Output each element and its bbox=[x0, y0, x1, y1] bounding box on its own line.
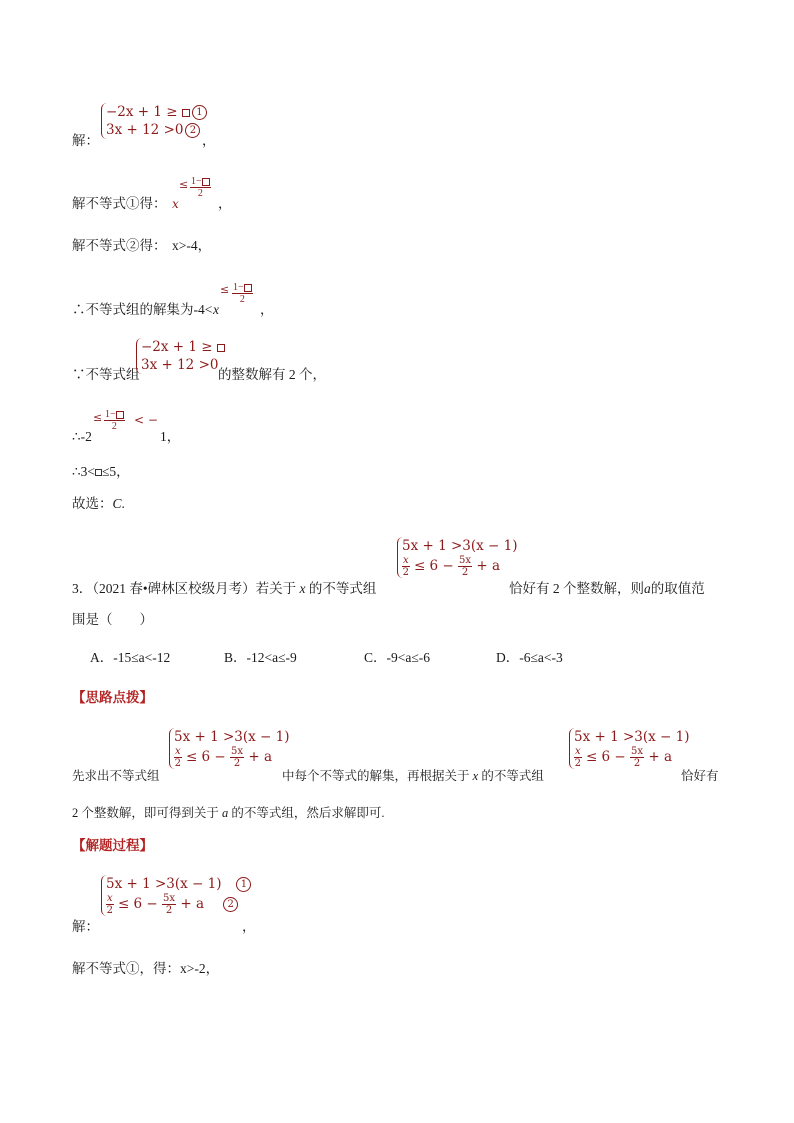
step5-prefix: ∴-2 bbox=[72, 429, 92, 444]
process-step1: 解不等式①，得：x>-2， bbox=[72, 961, 220, 976]
step5-one: 1， bbox=[160, 429, 181, 444]
step1-suffix: ， bbox=[218, 196, 232, 211]
process-comma: ， bbox=[242, 919, 256, 934]
placeholder-box bbox=[182, 109, 190, 117]
hint-text-a: 先求出不等式组 bbox=[72, 769, 160, 783]
hint-system-1: 5x + 1 >3(x − 1) $\frac{x}{2}$ ≤ 6 − $\frac{5x}{2}$ + a bbox=[169, 728, 290, 769]
step1-le-sign: ≤ bbox=[179, 178, 189, 191]
step2-text: 解不等式②得： bbox=[72, 238, 167, 253]
q3-inequality-system: 5x + 1 >3(x − 1) $\frac{x}{2}$ ≤ 6 − $\frac{5x}{2}$ + a bbox=[397, 537, 518, 578]
sys1-row2: 3x + 12 >0 bbox=[106, 122, 184, 138]
comma: ， bbox=[202, 133, 216, 148]
inequality-system-1 bbox=[101, 103, 207, 139]
option-b: B．-12<a≤-9 bbox=[224, 650, 297, 665]
step5-lt-minus: < − bbox=[134, 413, 158, 427]
process-label: 解： bbox=[72, 919, 99, 934]
answer-line: 故选：C. bbox=[72, 496, 125, 511]
q3-stem: 3．（2021 春•碑林区校级月考）若关于 x 的不等式组 bbox=[72, 581, 377, 596]
step3-fraction: $\frac{1-}{2}$ bbox=[232, 282, 253, 305]
q3-stem-tail: 恰好有 2 个整数解，则a的取值范 bbox=[509, 581, 705, 596]
hint-line2: 2 个整数解，即可得到关于 a 的不等式组，然后求解即可. bbox=[72, 806, 385, 820]
step3-suffix: ， bbox=[260, 302, 274, 317]
solution-label: 解： bbox=[72, 133, 99, 148]
process-system: 5x + 1 >3(x − 1) 1 $\frac{x}{2}$ ≤ 6 − $\frac{5x}{2}$ + a 2 bbox=[101, 875, 251, 916]
process-header: 【解题过程】 bbox=[72, 838, 153, 854]
sys1-row1: −2x + 1 ≥ bbox=[106, 104, 178, 120]
option-a: A．-15≤a<-12 bbox=[90, 650, 171, 665]
step2-math: x>-4， bbox=[172, 238, 212, 253]
step3-le-sign: ≤ bbox=[220, 283, 230, 296]
step3-var-x: x bbox=[213, 302, 219, 317]
q3-stem-line2: 围是（ ） bbox=[72, 612, 153, 627]
hint-header: 【思路点拨】 bbox=[72, 690, 153, 706]
hint-text-d: 恰好有 bbox=[681, 769, 719, 783]
step5-fraction: $\frac{1-}{2}$ bbox=[104, 409, 125, 432]
step1-var-x: x bbox=[172, 197, 179, 211]
hint-text-b: 中每个不等式的解集，再根据关于 x 的不等式组 bbox=[282, 769, 544, 783]
option-c: C．-9<a≤-6 bbox=[364, 650, 431, 665]
option-d: D．-6≤a<-3 bbox=[496, 650, 563, 665]
step1-fraction: $\frac{1-}{2}$ bbox=[190, 176, 211, 199]
circle-number-2: 2 bbox=[185, 123, 200, 138]
step5-le-sign: ≤ bbox=[93, 411, 103, 424]
hint-system-2: 5x + 1 >3(x − 1) $\frac{x}{2}$ ≤ 6 − $\frac{5x}{2}$ + a bbox=[569, 728, 690, 769]
step6-prefix: ∴3< ≤5， bbox=[72, 464, 130, 479]
circle-number-1: 1 bbox=[192, 105, 207, 120]
step3-text: ∴不等式组的解集为-4< bbox=[72, 302, 213, 317]
step4-prefix: ∵不等式组 bbox=[72, 367, 140, 382]
inequality-system-2: −2x + 1 ≥ 3x + 12 >0 bbox=[136, 338, 225, 374]
step1-text: 解不等式①得： bbox=[72, 196, 167, 211]
step4-suffix: 的整数解有 2 个， bbox=[218, 367, 326, 382]
